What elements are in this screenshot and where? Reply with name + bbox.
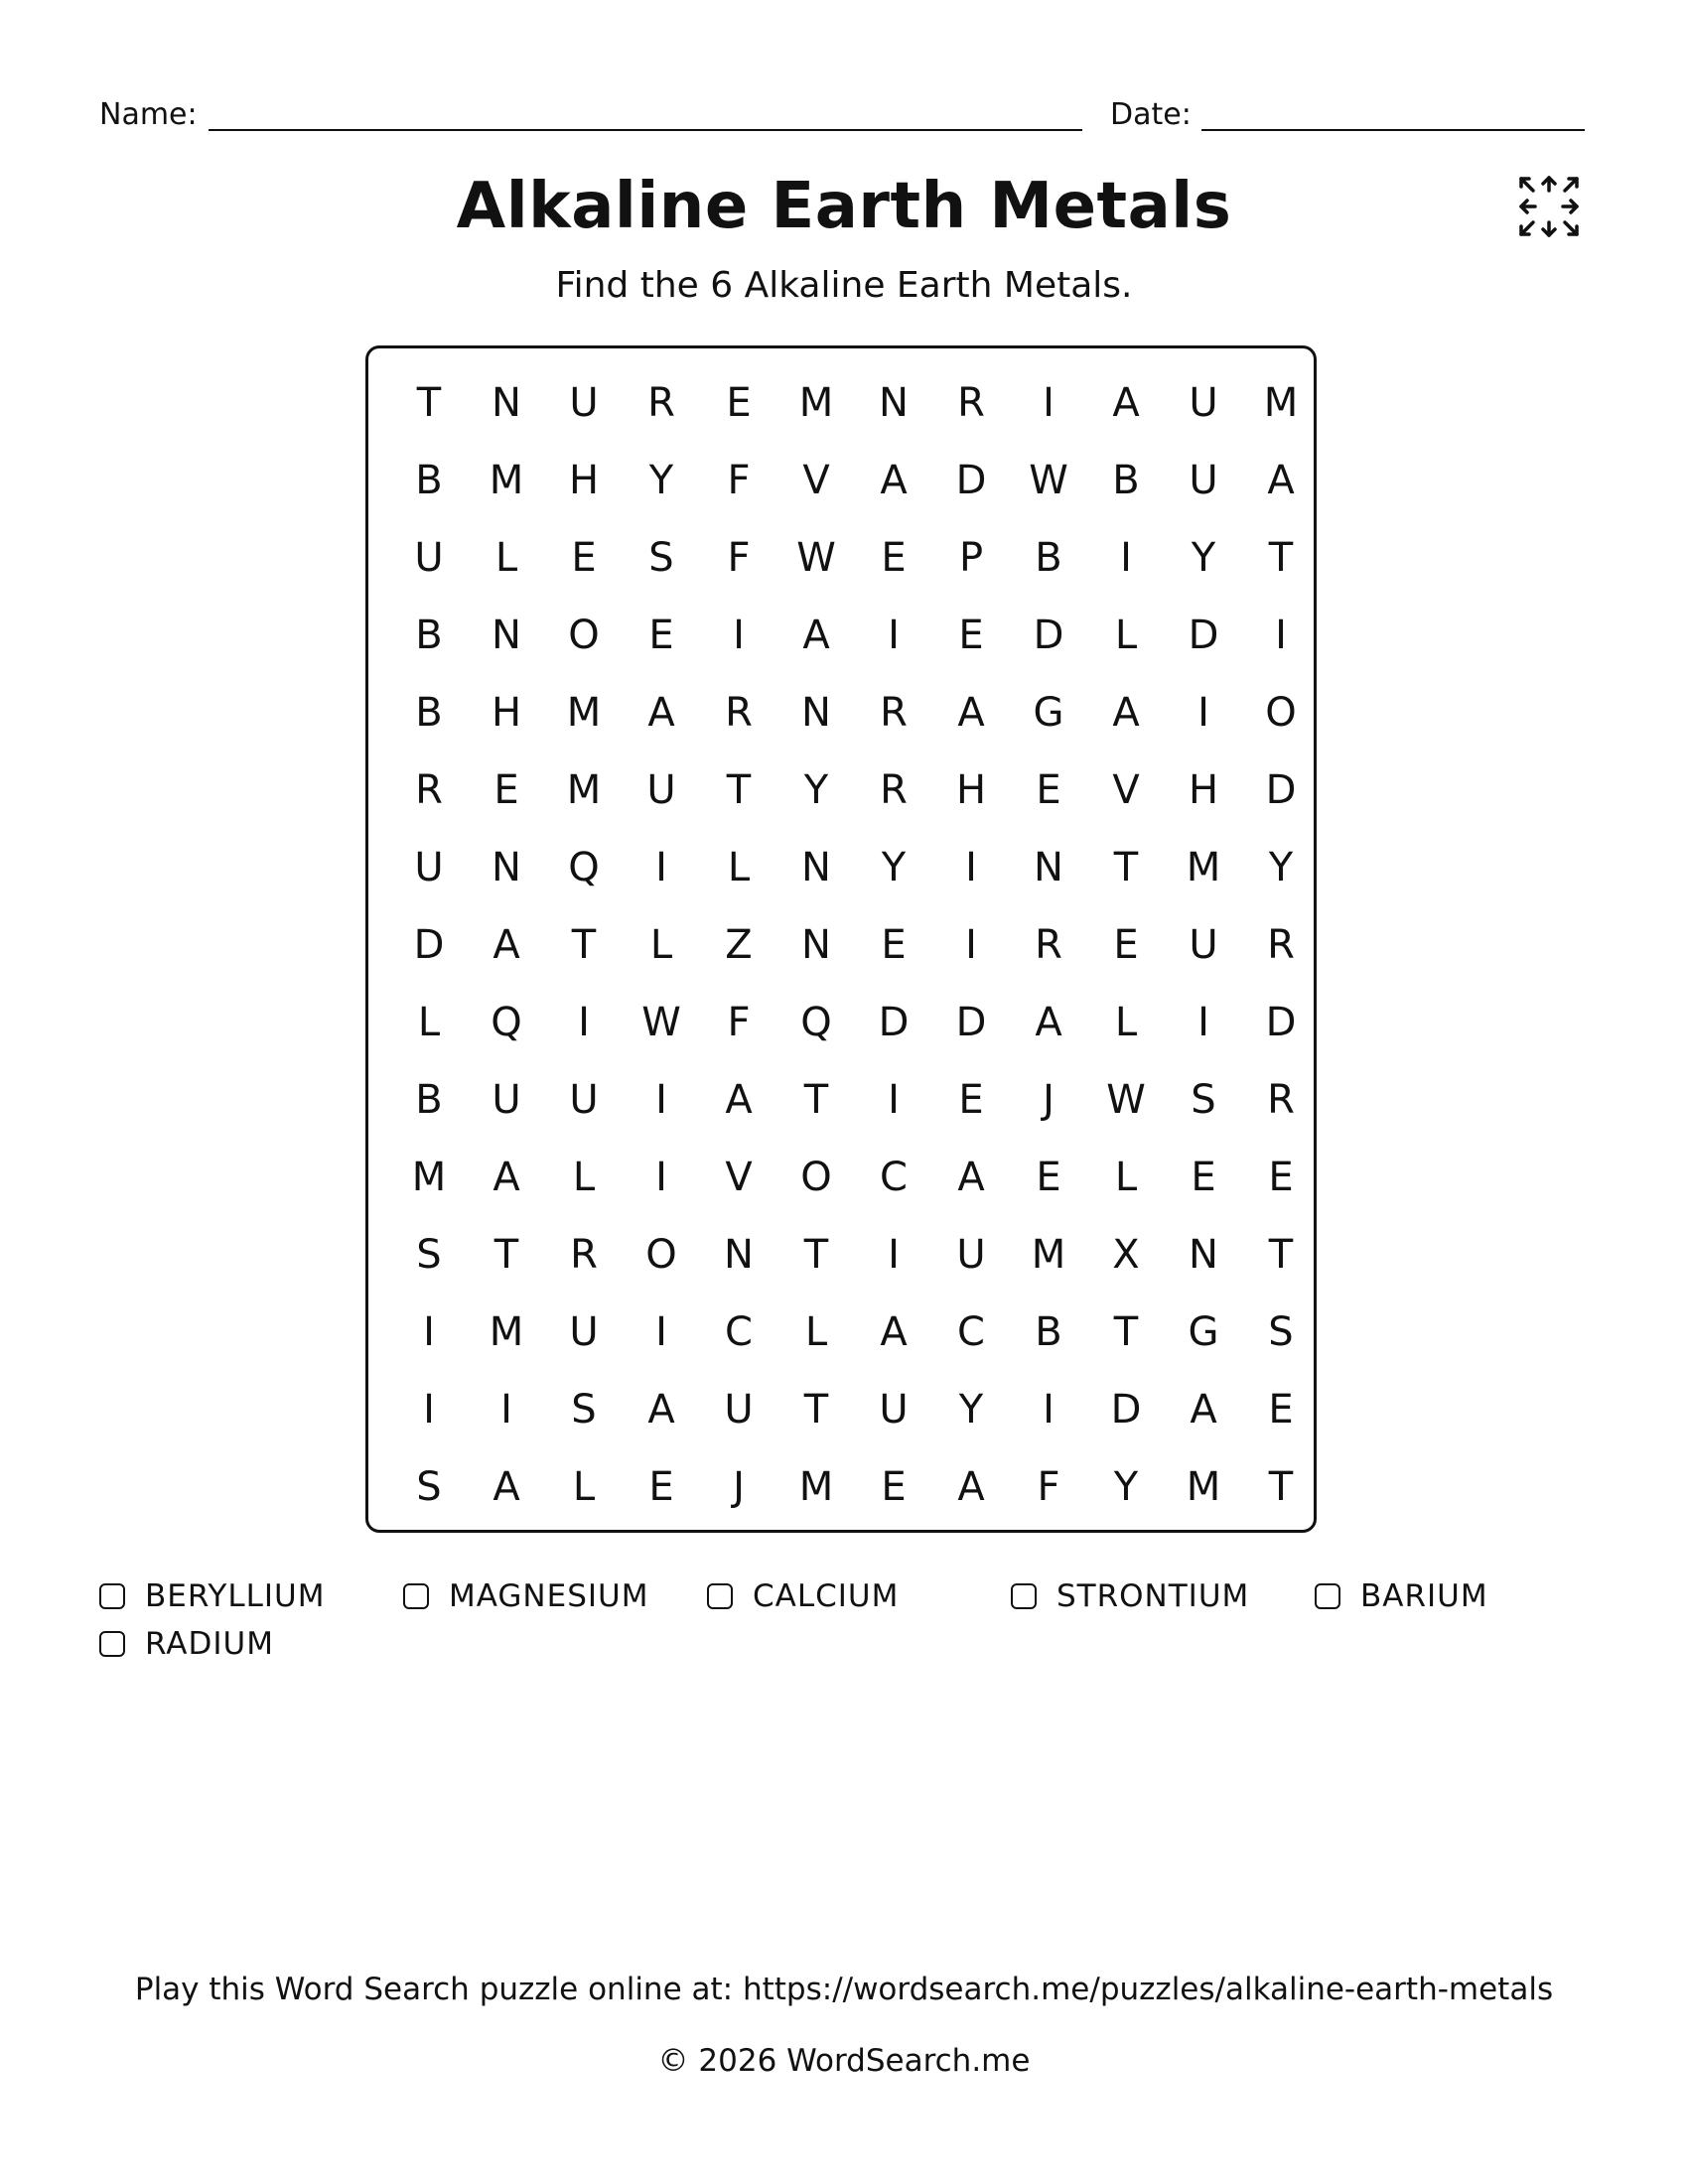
grid-letter[interactable]: I [1197, 690, 1209, 736]
grid-letter[interactable]: B [415, 690, 443, 736]
grid-letter[interactable]: E [881, 1464, 907, 1510]
grid-letter[interactable]: L [804, 1309, 828, 1355]
grid-letter[interactable]: N [492, 380, 521, 426]
grid-letter[interactable]: I [423, 1309, 435, 1355]
grid-letter[interactable]: E [571, 535, 597, 581]
grid-letter[interactable]: E [1036, 1155, 1061, 1200]
grid-letter[interactable]: H [491, 690, 522, 736]
grid-letter[interactable]: B [1112, 458, 1140, 503]
grid-letter[interactable]: A [957, 1464, 985, 1510]
grid-letter[interactable]: M [566, 690, 602, 736]
name-date-row [99, 97, 1585, 137]
name-label: Name: [99, 97, 198, 132]
grid-letter[interactable]: W [1106, 1077, 1146, 1123]
grid-letter[interactable]: Y [1268, 845, 1294, 890]
grid-letter[interactable]: U [1189, 922, 1218, 968]
word-checkbox[interactable] [1011, 1583, 1037, 1609]
grid-letter[interactable]: B [1035, 1309, 1062, 1355]
grid-letter[interactable]: I [423, 1387, 435, 1433]
grid-letter[interactable]: I [655, 845, 667, 890]
grid-letter[interactable]: Y [1191, 535, 1216, 581]
grid-letter[interactable]: O [645, 1232, 677, 1278]
grid-letter[interactable]: A [1267, 458, 1295, 503]
word-checkbox[interactable] [99, 1583, 125, 1609]
grid-letter[interactable]: D [955, 1000, 987, 1045]
grid-letter[interactable]: R [1035, 922, 1062, 968]
grid-letter[interactable]: A [802, 613, 830, 658]
grid-letter[interactable]: D [1188, 613, 1219, 658]
grid-letter[interactable]: T [803, 1387, 829, 1433]
grid-letter[interactable]: A [1112, 690, 1140, 736]
word-item[interactable] [707, 1578, 1011, 1614]
grid-letter[interactable]: R [1267, 1077, 1295, 1123]
grid-letter[interactable]: D [955, 458, 987, 503]
grid-letter[interactable]: F [1037, 1464, 1060, 1510]
letter-grid-cells [390, 364, 1320, 1526]
grid-letter[interactable]: L [649, 922, 673, 968]
grid-letter[interactable]: E [1268, 1155, 1294, 1200]
grid-letter[interactable]: A [957, 690, 985, 736]
grid-letter[interactable]: E [958, 613, 984, 658]
grid-letter[interactable]: B [415, 458, 443, 503]
grid-letter[interactable]: A [492, 1155, 520, 1200]
grid-letter[interactable]: I [578, 1000, 590, 1045]
grid-letter[interactable]: S [571, 1387, 597, 1433]
grid-letter[interactable]: C [725, 1309, 753, 1355]
grid-letter[interactable]: S [416, 1232, 442, 1278]
grid-letter[interactable]: I [655, 1155, 667, 1200]
grid-letter[interactable]: I [655, 1309, 667, 1355]
grid-letter[interactable]: R [957, 380, 985, 426]
grid-letter[interactable]: V [802, 458, 830, 503]
grid-letter[interactable]: N [801, 690, 831, 736]
grid-letter[interactable]: T [571, 922, 597, 968]
grid-letter[interactable]: M [566, 767, 602, 813]
grid-letter[interactable]: E [881, 922, 907, 968]
grid-letter[interactable]: A [957, 1155, 985, 1200]
grid-letter[interactable]: E [648, 613, 674, 658]
grid-letter[interactable]: G [1033, 690, 1064, 736]
grid-letter[interactable]: T [1113, 845, 1139, 890]
grid-letter[interactable]: L [572, 1464, 596, 1510]
grid-letter[interactable]: U [879, 1387, 909, 1433]
grid-letter[interactable]: W [1029, 458, 1068, 503]
grid-letter[interactable]: C [957, 1309, 985, 1355]
date-label: Date: [1110, 97, 1192, 132]
grid-letter[interactable]: Y [1113, 1464, 1139, 1510]
grid-letter[interactable]: R [725, 690, 753, 736]
grid-letter[interactable]: L [727, 845, 751, 890]
grid-letter[interactable]: L [1114, 1155, 1138, 1200]
copyright: © 2026 WordSearch.me [657, 2043, 1031, 2079]
grid-letter[interactable]: U [569, 1309, 599, 1355]
word-item[interactable] [1011, 1578, 1315, 1614]
word-item[interactable] [403, 1578, 707, 1614]
grid-letter[interactable]: E [493, 767, 519, 813]
grid-letter[interactable]: R [880, 690, 908, 736]
grid-letter[interactable]: T [803, 1232, 829, 1278]
grid-letter[interactable]: L [417, 1000, 441, 1045]
grid-letter[interactable]: U [956, 1232, 986, 1278]
word-item[interactable] [1315, 1578, 1618, 1614]
grid-letter[interactable]: V [725, 1155, 753, 1200]
grid-letter[interactable]: T [726, 767, 752, 813]
grid-letter[interactable]: Y [803, 767, 829, 813]
grid-letter[interactable]: N [724, 1232, 754, 1278]
grid-letter[interactable]: E [726, 380, 752, 426]
grid-letter[interactable]: O [568, 613, 600, 658]
grid-letter[interactable]: A [1112, 380, 1140, 426]
grid-letter[interactable]: W [796, 535, 836, 581]
grid-letter[interactable]: X [1112, 1232, 1140, 1278]
grid-letter[interactable]: E [881, 535, 907, 581]
grid-letter[interactable]: Y [881, 845, 907, 890]
grid-letter[interactable]: N [879, 380, 909, 426]
grid-letter[interactable]: U [492, 1077, 521, 1123]
grid-letter[interactable]: G [1188, 1309, 1219, 1355]
name-field-line[interactable] [209, 129, 1082, 131]
grid-letter[interactable]: M [411, 1155, 447, 1200]
word-item[interactable] [99, 1626, 403, 1662]
grid-letter[interactable]: I [500, 1387, 512, 1433]
footer-url-text: Play this Word Search puzzle online at: https://wordsearch.me/puzzles/alkaline-earth-metals [134, 1972, 1554, 2007]
grid-letter[interactable]: M [1186, 845, 1221, 890]
word-label: BARIUM [1360, 1578, 1488, 1614]
grid-letter[interactable]: Y [648, 458, 674, 503]
grid-letter[interactable]: M [1186, 1464, 1221, 1510]
grid-letter[interactable]: P [958, 535, 984, 581]
grid-letter[interactable]: E [648, 1464, 674, 1510]
grid-letter[interactable]: C [880, 1155, 908, 1200]
page-title: Alkaline Earth Metals [456, 170, 1232, 243]
grid-letter[interactable]: I [888, 1077, 900, 1123]
grid-letter[interactable]: U [569, 380, 599, 426]
word-checkbox[interactable] [403, 1583, 429, 1609]
grid-letter[interactable]: J [1043, 1077, 1055, 1123]
date-field-line[interactable] [1201, 129, 1585, 131]
grid-letter[interactable]: N [1034, 845, 1063, 890]
grid-letter[interactable]: I [1197, 1000, 1209, 1045]
grid-letter[interactable]: F [727, 458, 751, 503]
instructions: Find the 6 Alkaline Earth Metals. [555, 265, 1133, 306]
grid-letter[interactable]: Q [568, 845, 600, 890]
grid-letter[interactable]: T [803, 1077, 829, 1123]
grid-letter[interactable]: E [1268, 1387, 1294, 1433]
grid-letter[interactable]: T [416, 380, 442, 426]
grid-letter[interactable]: A [1190, 1387, 1217, 1433]
grid-letter[interactable]: M [1031, 1232, 1066, 1278]
grid-letter[interactable]: D [878, 1000, 910, 1045]
grid-letter[interactable]: N [1189, 1232, 1218, 1278]
grid-letter[interactable]: O [800, 1155, 832, 1200]
grid-letter[interactable]: E [1113, 922, 1139, 968]
grid-letter[interactable]: T [1268, 535, 1294, 581]
grid-letter[interactable]: M [489, 1309, 524, 1355]
grid-letter[interactable]: E [1191, 1155, 1216, 1200]
grid-letter[interactable]: S [416, 1464, 442, 1510]
grid-letter[interactable]: A [880, 458, 908, 503]
grid-letter[interactable]: D [1110, 1387, 1142, 1433]
grid-letter[interactable]: B [415, 613, 443, 658]
word-checkbox[interactable] [99, 1631, 125, 1657]
grid-letter[interactable]: U [724, 1387, 754, 1433]
grid-letter[interactable]: A [492, 1464, 520, 1510]
grid-letter[interactable]: L [1114, 1000, 1138, 1045]
grid-letter[interactable]: E [958, 1077, 984, 1123]
grid-letter[interactable]: U [414, 535, 444, 581]
grid-letter[interactable]: R [570, 1232, 598, 1278]
grid-letter[interactable]: I [1043, 1387, 1055, 1433]
grid-letter[interactable]: N [801, 845, 831, 890]
grid-letter[interactable]: M [1263, 380, 1299, 426]
grid-letter[interactable]: U [414, 845, 444, 890]
word-list [99, 1578, 1628, 1662]
word-label: MAGNESIUM [449, 1578, 649, 1614]
grid-letter[interactable]: R [647, 380, 675, 426]
grid-letter[interactable]: I [888, 613, 900, 658]
grid-letter[interactable]: A [647, 1387, 675, 1433]
grid-letter[interactable]: H [955, 767, 987, 813]
grid-letter[interactable]: T [1268, 1464, 1294, 1510]
grid-letter[interactable]: I [733, 613, 745, 658]
grid-letter[interactable]: R [415, 767, 443, 813]
grid-letter[interactable]: T [1268, 1232, 1294, 1278]
grid-letter[interactable]: O [1265, 690, 1297, 736]
grid-letter[interactable]: N [492, 613, 521, 658]
grid-letter[interactable]: A [725, 1077, 753, 1123]
word-label: BERYLLIUM [145, 1578, 326, 1614]
grid-letter[interactable]: I [1275, 613, 1287, 658]
grid-letter[interactable]: I [965, 922, 977, 968]
grid-letter[interactable]: M [798, 1464, 834, 1510]
grid-letter[interactable]: A [1035, 1000, 1062, 1045]
grid-letter[interactable]: N [801, 922, 831, 968]
word-label: STRONTIUM [1056, 1578, 1250, 1614]
grid-letter[interactable]: D [413, 922, 445, 968]
grid-letter[interactable]: Q [800, 1000, 832, 1045]
letter-grid [365, 345, 1317, 1533]
grid-letter[interactable]: S [1268, 1309, 1294, 1355]
grid-letter[interactable]: A [880, 1309, 908, 1355]
grid-letter[interactable]: U [569, 1077, 599, 1123]
grid-letter[interactable]: U [1189, 458, 1218, 503]
grid-letter[interactable]: T [493, 1232, 519, 1278]
grid-letter[interactable]: M [798, 380, 834, 426]
grid-letter[interactable]: B [1035, 535, 1062, 581]
grid-letter[interactable]: R [1267, 922, 1295, 968]
grid-letter[interactable]: U [646, 767, 676, 813]
grid-letter[interactable]: D [1265, 767, 1297, 813]
grid-letter[interactable]: E [1036, 767, 1061, 813]
grid-letter[interactable]: B [415, 1077, 443, 1123]
grid-letter[interactable]: D [1033, 613, 1064, 658]
grid-letter[interactable]: N [492, 845, 521, 890]
word-label: CALCIUM [753, 1578, 900, 1614]
grid-letter[interactable]: L [1114, 613, 1138, 658]
grid-letter[interactable]: L [572, 1155, 596, 1200]
eight-direction-arrows-icon [1517, 175, 1581, 238]
grid-letter[interactable]: J [733, 1464, 745, 1510]
grid-letter[interactable]: S [1191, 1077, 1216, 1123]
grid-letter[interactable]: D [1265, 1000, 1297, 1045]
grid-letter[interactable]: Y [958, 1387, 984, 1433]
grid-letter[interactable]: H [568, 458, 600, 503]
grid-letter[interactable]: S [648, 535, 674, 581]
grid-letter[interactable]: A [492, 922, 520, 968]
grid-letter[interactable]: I [888, 1232, 900, 1278]
grid-letter[interactable]: I [965, 845, 977, 890]
grid-letter[interactable]: H [1188, 767, 1219, 813]
word-item[interactable] [99, 1578, 403, 1614]
word-checkbox[interactable] [1315, 1583, 1340, 1609]
word-checkbox[interactable] [707, 1583, 733, 1609]
grid-letter[interactable]: F [727, 535, 751, 581]
grid-letter[interactable]: U [1189, 380, 1218, 426]
grid-letter[interactable]: I [1120, 535, 1132, 581]
grid-letter[interactable]: Z [725, 922, 753, 968]
grid-letter[interactable]: Q [491, 1000, 522, 1045]
grid-letter[interactable]: R [880, 767, 908, 813]
grid-letter[interactable]: I [655, 1077, 667, 1123]
grid-letter[interactable]: V [1112, 767, 1140, 813]
grid-letter[interactable]: L [494, 535, 518, 581]
grid-letter[interactable]: W [641, 1000, 681, 1045]
word-label: RADIUM [145, 1626, 274, 1662]
grid-letter[interactable]: T [1113, 1309, 1139, 1355]
grid-letter[interactable]: A [647, 690, 675, 736]
grid-letter[interactable]: M [489, 458, 524, 503]
grid-letter[interactable]: I [1043, 380, 1055, 426]
grid-letter[interactable]: F [727, 1000, 751, 1045]
